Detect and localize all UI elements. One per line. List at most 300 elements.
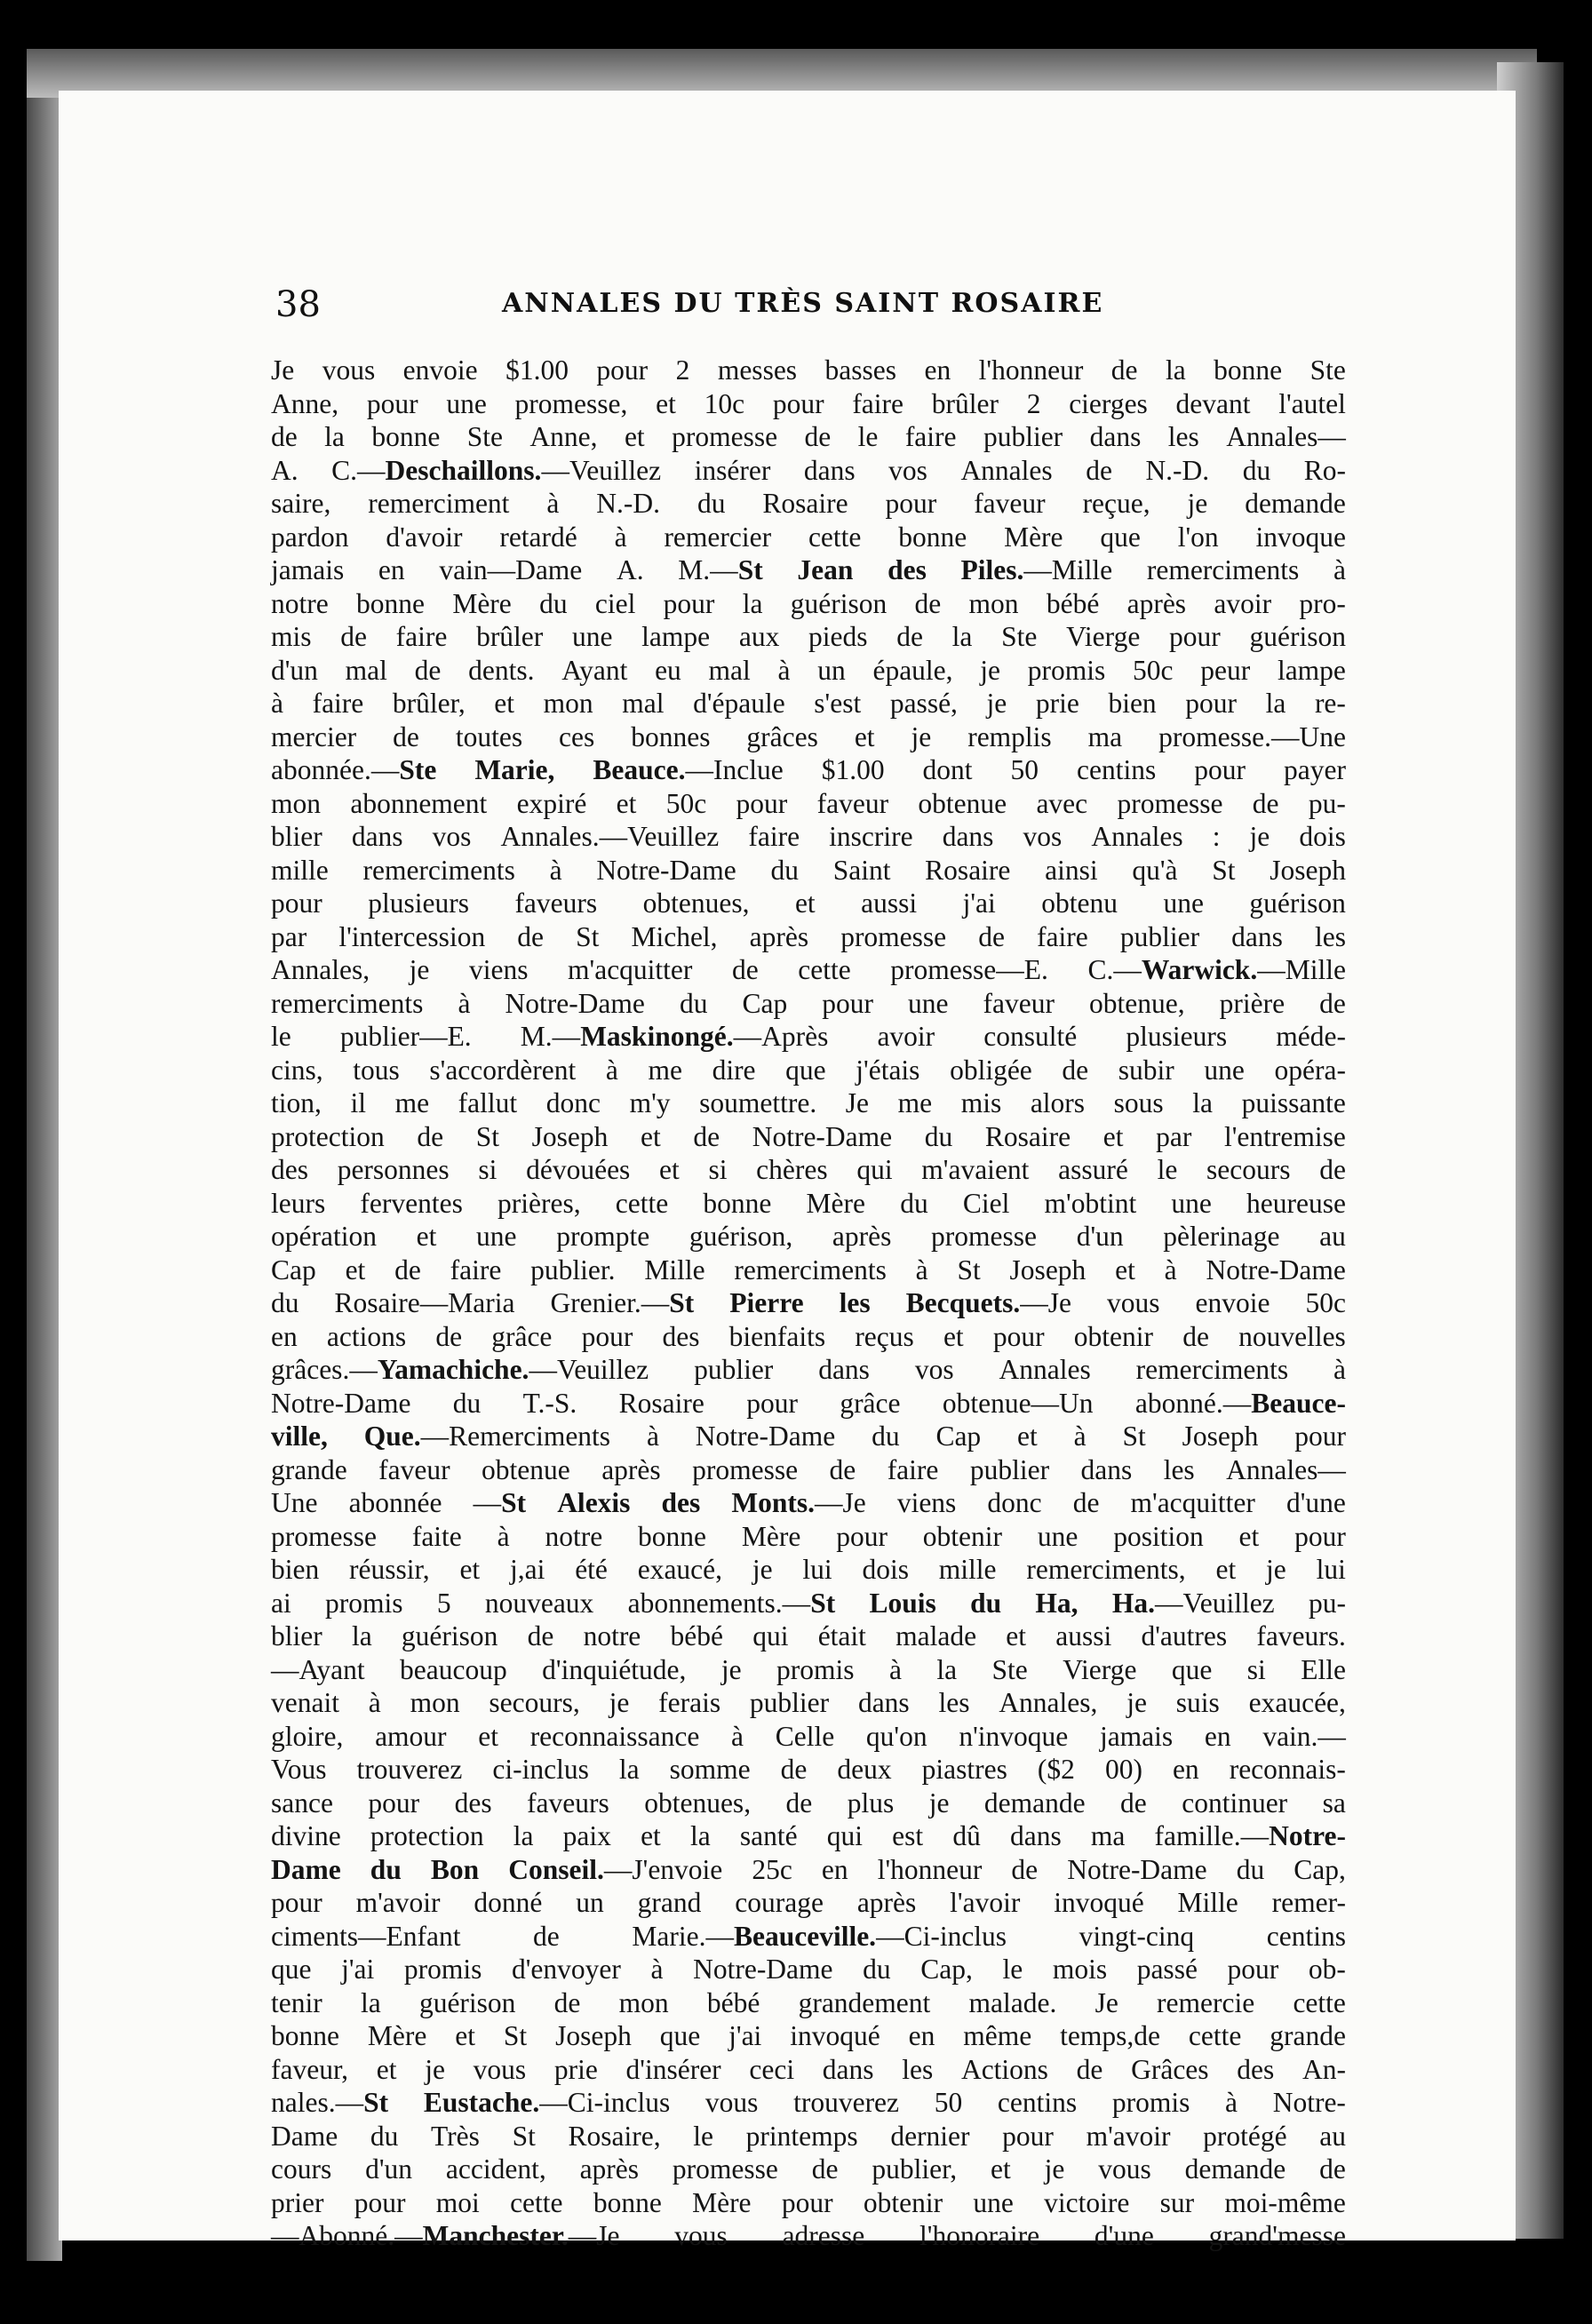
text-word: si [478, 1154, 498, 1185]
text-word: ces [559, 720, 595, 752]
text-word: Joseph [531, 1120, 609, 1152]
text-word: cierges [1069, 387, 1148, 419]
text-word: prières, [498, 1187, 581, 1219]
text-word: donc [545, 1087, 601, 1118]
text-word: à [888, 1653, 902, 1685]
text-word: je [1249, 821, 1270, 852]
text-word: pro- [1299, 587, 1346, 619]
text-word: et [1115, 1254, 1135, 1285]
text-word: Rosaire, [568, 2120, 661, 2152]
text-word: peur [1200, 654, 1251, 686]
text-word: heureuse [1246, 1187, 1346, 1219]
text-word: Conseil.—J'envoie [508, 1853, 723, 1885]
text-word: pour [1185, 688, 1238, 719]
text-word: cette [808, 521, 862, 553]
text-word: Rosaire [618, 1387, 704, 1419]
text-word: Mille [644, 1254, 705, 1285]
text-word: d'envoyer [512, 1954, 621, 1985]
text-word: reconnaissance [529, 1720, 700, 1752]
text-word: et [416, 1221, 437, 1252]
text-word: remerciments [1135, 1354, 1289, 1385]
text-word: promis [1111, 2087, 1190, 2118]
text-line [271, 487, 1346, 521]
text-word: suis [1175, 1687, 1220, 1718]
text-word: de [785, 1787, 813, 1819]
text-word: 50c [1305, 1287, 1346, 1318]
text-word: inscrire [829, 821, 913, 852]
text-word: dans [1089, 421, 1142, 452]
text-word: le [1157, 1154, 1178, 1185]
text-word: à [731, 1720, 744, 1752]
text-word: du [970, 1587, 1002, 1619]
text-word: pour [836, 1520, 888, 1552]
text-word: Annales— [1226, 421, 1346, 452]
text-word: pour [1294, 1520, 1346, 1552]
text-word: paix [562, 1820, 611, 1851]
text-word: piastres [921, 1754, 1007, 1785]
text-word: qu'on [865, 1720, 927, 1752]
text-word: de [896, 621, 923, 652]
text-word: Rosaire [762, 488, 848, 519]
text-word: l'intercession [338, 920, 486, 952]
text-word: m'y [629, 1087, 671, 1118]
text-word: T.-S. [522, 1387, 577, 1419]
text-word: d'autres [1141, 1620, 1228, 1651]
text-word: obtenir [1073, 1320, 1154, 1352]
text-word: grande [271, 1453, 347, 1485]
text-word: bonne [593, 2186, 662, 2218]
text-word: bonnes [631, 720, 711, 752]
text-word: et [478, 1720, 498, 1752]
text-word: grand'messe [1208, 2220, 1346, 2251]
text-word: vain.— [1262, 1720, 1346, 1752]
text-word: la [324, 421, 345, 452]
text-line [271, 687, 1346, 720]
text-word: et [854, 720, 875, 752]
text-word: somme [669, 1754, 751, 1785]
text-word: faire [748, 821, 800, 852]
text-word: par [1156, 1120, 1192, 1152]
text-word: Mère [1004, 521, 1063, 553]
text-word: je [425, 2053, 445, 2085]
text-word: les [1163, 1453, 1195, 1485]
text-word: Annales, [999, 1687, 1098, 1718]
text-word: à [271, 688, 283, 719]
text-word: passé [1136, 1954, 1198, 1985]
text-word: Joseph [1009, 1254, 1087, 1285]
text-word: obtenue [482, 1453, 570, 1485]
text-word: insérer [694, 454, 771, 486]
text-word: passé, [889, 688, 958, 719]
text-word: Ciel [962, 1187, 1010, 1219]
text-word: messes [717, 354, 798, 386]
text-line [271, 420, 1346, 454]
text-word: du [770, 854, 799, 886]
text-word: publier [983, 421, 1063, 452]
text-word: tion, [271, 1087, 322, 1118]
running-head [275, 284, 1164, 329]
text-word: en [1204, 1720, 1231, 1752]
text-word: par [271, 920, 307, 952]
text-word: de [780, 1754, 808, 1785]
text-word: à [1164, 1254, 1177, 1285]
text-word: lampe [641, 621, 711, 652]
text-word: remercie [1157, 1986, 1255, 2018]
text-word: de [435, 1320, 463, 1352]
text-line [271, 2186, 1346, 2220]
text-word: Dame [271, 1853, 341, 1885]
text-line [271, 1753, 1346, 1787]
text-word: promesse [271, 1520, 377, 1552]
text-word: l'on [1177, 521, 1219, 553]
text-word: dans [803, 454, 856, 486]
text-word: et [624, 421, 645, 452]
text-word: courage [735, 1887, 824, 1918]
text-word: de [1319, 987, 1346, 1019]
text-word: bonne [898, 521, 967, 553]
text-word: 2 [675, 354, 690, 386]
text-word: une [446, 387, 487, 419]
text-word: ceci [749, 2053, 795, 2085]
text-word: à [650, 1954, 664, 1985]
text-word: dû [952, 1820, 981, 1851]
text-word: je [928, 1787, 950, 1819]
text-word: Actions [960, 2053, 1048, 2085]
text-word: Elle [1301, 1653, 1346, 1685]
text-word: alors [1030, 1087, 1086, 1118]
text-word: ciments—Enfant [271, 1920, 461, 1952]
text-word: 5 [436, 1587, 451, 1619]
text-word: famille.—Notre- [1154, 1820, 1346, 1851]
text-word: pour [581, 1320, 633, 1352]
text-word: Très [431, 2120, 480, 2152]
text-word: il [350, 1087, 366, 1118]
text-word: de [1252, 787, 1279, 819]
text-word: invoqué [1054, 1887, 1144, 1918]
text-word: personnes [337, 1154, 450, 1185]
text-word: vingt-cinq [1079, 1920, 1195, 1952]
text-word: C.—Deschaillons.—Veuillez [331, 454, 662, 486]
text-word: reçue, [1082, 488, 1150, 519]
text-line [271, 1886, 1346, 1920]
text-word: Mille [1177, 1887, 1238, 1918]
text-word: envoie [402, 354, 478, 386]
text-word: les [1167, 421, 1199, 452]
text-word: des [661, 1487, 701, 1518]
text-word: 00) [1104, 1754, 1142, 1785]
text-word: la [936, 1653, 958, 1685]
text-word: protection [370, 1820, 484, 1851]
text-word: bonne [638, 1520, 707, 1552]
text-line [271, 1953, 1346, 1986]
text-word: mon [271, 787, 322, 819]
text-word: à [497, 1520, 510, 1552]
text-word: A. [616, 554, 644, 585]
text-word: Joseph [1182, 1421, 1259, 1452]
text-line [271, 1587, 1346, 1620]
text-word: Notre-Dame [752, 1120, 893, 1152]
text-word: en [821, 1853, 848, 1885]
text-word: de [804, 421, 832, 452]
text-word: Notre-Dame [1067, 1853, 1207, 1885]
text-word: venait [271, 1687, 339, 1718]
text-line [271, 1720, 1346, 1754]
text-word: faveurs [527, 1787, 609, 1819]
text-word: une [973, 2186, 1014, 2218]
text-word: payer [1283, 754, 1346, 785]
text-word: Notre-Dame [505, 987, 645, 1019]
text-word: des [662, 1320, 700, 1352]
text-word: l'honoraire [919, 2220, 1040, 2251]
text-line [271, 2019, 1346, 2053]
text-word: remer- [1271, 1887, 1346, 1918]
text-word: et [1017, 1421, 1038, 1452]
text-word: réussir, [349, 1554, 430, 1585]
text-word: que [1100, 521, 1141, 553]
text-line [271, 553, 1346, 587]
text-word: temps,de [1060, 2020, 1160, 2051]
text-word: la [689, 1820, 711, 1851]
text-word: mis [960, 1087, 1002, 1118]
text-word: cours [271, 2153, 332, 2185]
text-word: je [609, 1687, 630, 1718]
text-word: en [378, 554, 405, 585]
text-line [271, 454, 1346, 488]
text-word: St [503, 2020, 528, 2051]
text-line [271, 1187, 1346, 1221]
text-line [271, 987, 1346, 1021]
text-word: lampe [1277, 654, 1346, 686]
text-word: exaucé, [637, 1554, 723, 1585]
text-line [271, 953, 1346, 987]
text-line [271, 1153, 1346, 1187]
text-word: la [351, 1620, 372, 1651]
text-word: les [839, 1287, 871, 1318]
text-word: m'avaient [921, 1154, 1030, 1185]
text-line [271, 1020, 1346, 1054]
text-word: d'une [1094, 2220, 1154, 2251]
text-word: Marie, [474, 754, 555, 785]
text-word: si [1246, 1653, 1266, 1685]
text-word: de [394, 1254, 421, 1285]
text-word: à [546, 488, 560, 519]
text-word: Mère [806, 1187, 866, 1219]
text-word: 25c [752, 1853, 792, 1885]
text-word: Grenier.—St [550, 1287, 695, 1318]
text-word: abonné.—Beauce- [1134, 1387, 1346, 1419]
text-word: soumettre. [699, 1087, 817, 1118]
text-word: Alexis [557, 1487, 631, 1518]
text-word: en [908, 2020, 935, 2051]
text-word: après [1126, 587, 1187, 619]
text-word: de [1086, 454, 1112, 486]
text-word: gloire, [271, 1720, 344, 1752]
text-word: Louis [869, 1587, 936, 1619]
text-word: nales.—St [271, 2087, 389, 2118]
text-word: grâce [840, 1387, 901, 1419]
text-word: le [271, 1021, 291, 1052]
text-word: abonnée.—Ste [271, 754, 437, 785]
text-word: Mère [741, 1520, 801, 1552]
text-word: été [575, 1554, 608, 1585]
text-word: l'entremise [1223, 1120, 1346, 1152]
text-word: cette [615, 1187, 669, 1219]
text-word: ferventes [360, 1187, 463, 1219]
text-word: à [458, 987, 471, 1019]
text-word: brûler [931, 387, 999, 419]
text-word: vos [1023, 821, 1063, 852]
text-word: je [980, 654, 1001, 686]
text-word: 10c [704, 387, 745, 419]
text-word: me [394, 1087, 430, 1118]
text-word: pour [354, 2186, 406, 2218]
text-word: une [1204, 1054, 1245, 1086]
text-word: plusieurs [368, 887, 469, 919]
text-word: pour [746, 1387, 798, 1419]
text-word: retardé [499, 521, 577, 553]
text-word: abonnements.—St [627, 1587, 836, 1619]
text-word: qui [752, 1620, 789, 1651]
text-line [271, 1686, 1346, 1720]
text-word: adresse [782, 2220, 865, 2251]
text-word: que [785, 1054, 826, 1086]
text-word: les [902, 2053, 934, 2085]
text-word: vous [674, 2220, 728, 2251]
text-word: N.-D. [1145, 454, 1210, 486]
text-word: pour [1169, 621, 1221, 652]
text-word: Annales, [271, 954, 370, 985]
text-line [271, 587, 1346, 621]
body-text [271, 354, 1346, 2253]
text-word: grande [1270, 2020, 1346, 2051]
text-word: publier—E. [339, 1021, 472, 1052]
text-word: ciel [594, 587, 636, 619]
text-word: avoir [877, 1021, 935, 1052]
text-word: —Abonné.—Manchester.—Je [271, 2220, 620, 2251]
text-word: l'honneur [978, 354, 1084, 386]
text-word: de [1011, 1853, 1039, 1885]
text-word: invoqué [790, 2020, 880, 2051]
text-word: Rosaire [984, 1120, 1071, 1152]
text-word: invoque [1255, 521, 1346, 553]
text-word: un [576, 1887, 604, 1918]
text-line [271, 1819, 1346, 1853]
text-word: d'un [365, 2153, 413, 2185]
text-word: de [978, 920, 1005, 952]
text-word: sous [1113, 1087, 1164, 1118]
text-word: de [1120, 1787, 1147, 1819]
text-word: que [271, 1954, 312, 1985]
text-line [271, 521, 1346, 554]
text-word: dernier [890, 2120, 970, 2152]
text-word: cette [510, 2186, 563, 2218]
text-word: St [512, 2120, 536, 2152]
text-line [271, 2219, 1346, 2253]
text-line [271, 1054, 1346, 1087]
text-word: le [1002, 1954, 1023, 1985]
text-word: du [370, 1853, 402, 1885]
text-word: grandement [798, 1986, 931, 2018]
text-word: à [1073, 1421, 1087, 1452]
text-word: Piles.—Mille [960, 554, 1113, 585]
text-word: pour [992, 1320, 1045, 1352]
text-line [271, 1086, 1346, 1120]
text-word: promesse [692, 1453, 799, 1485]
text-word: vos [914, 1354, 954, 1385]
text-word: protection [271, 1120, 385, 1152]
text-word: vain—Dame [439, 554, 583, 585]
text-word: mal [622, 688, 665, 719]
page-number: 38 [275, 284, 321, 325]
text-word: de [829, 1453, 856, 1485]
text-word: M.—St [678, 554, 763, 585]
text-word: demande [1245, 488, 1346, 519]
text-word: publier. [530, 1254, 616, 1285]
text-word: Annales [999, 1354, 1091, 1385]
text-word: d'inquiétude, [542, 1653, 687, 1685]
text-word: grâces [746, 720, 818, 752]
text-word: Celle [775, 1720, 835, 1752]
text-word: envoie [1195, 1287, 1270, 1318]
text-word: et [656, 387, 676, 419]
text-line [271, 887, 1346, 920]
text-word: ai [271, 1587, 291, 1619]
text-word: j'ai [341, 1954, 375, 1985]
text-word: ma [1087, 720, 1123, 752]
text-word: la [1265, 688, 1286, 719]
text-word: promesse [672, 2153, 778, 2185]
text-word: l'avoir [950, 1887, 1021, 1918]
text-word: promesse [931, 1221, 1038, 1252]
text-word: pour [772, 387, 824, 419]
text-word: sur [1159, 2186, 1195, 2218]
text-word: Ayant [561, 654, 628, 686]
text-word: du [872, 1421, 900, 1452]
text-word: ma [1090, 1820, 1126, 1851]
text-word: 2 [1026, 387, 1041, 419]
text-word: pour [822, 987, 873, 1019]
text-word: les [938, 1687, 970, 1718]
text-word: prie [1035, 688, 1079, 719]
text-word: si [708, 1154, 728, 1185]
text-word: après [579, 2153, 640, 2185]
text-word: de [533, 1920, 560, 1952]
text-word: Je [271, 354, 295, 386]
text-word: trouverez [793, 2087, 900, 2118]
text-word: après [856, 1887, 917, 1918]
text-word: bien [1108, 688, 1157, 719]
text-word: du [452, 1387, 482, 1419]
text-word: de [417, 1120, 444, 1152]
text-word: à [549, 854, 562, 886]
text-line [271, 920, 1346, 954]
book-gutter-shadow [27, 49, 62, 2261]
text-word: blier [271, 821, 322, 852]
text-word: opération [271, 1221, 377, 1252]
text-word: une [1171, 1187, 1212, 1219]
text-word: remplis [967, 720, 1052, 752]
text-word: viens [468, 954, 529, 985]
text-word: Ha.—Veuillez [1111, 1587, 1275, 1619]
text-word: Notre-Dame [693, 1954, 833, 1985]
text-word: Notre-Dame [596, 854, 736, 886]
text-line [271, 1320, 1346, 1354]
text-word: bonne [703, 1187, 772, 1219]
text-word: Cap [935, 1421, 982, 1452]
text-word: cette [798, 954, 851, 985]
text-word: faveurs [514, 887, 598, 919]
text-word: mille [271, 854, 329, 886]
